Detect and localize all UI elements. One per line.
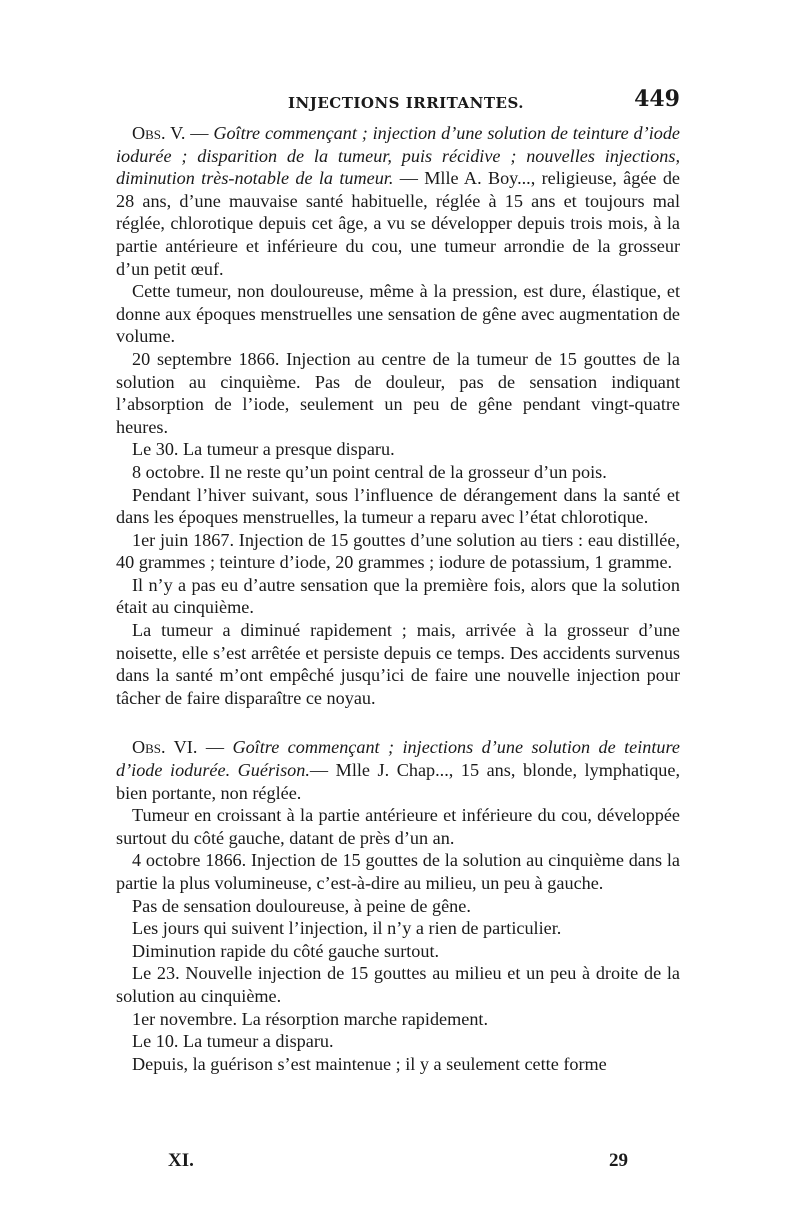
observation-6-paragraph: Pas de sensation douloureuse, à peine de gêne. — [132, 895, 471, 916]
observation-5-intro: — Mlle A. Boy..., religieuse, âgée de 28 ans, d’une mauvaise santé habituelle, réglée à 15 ans et toujours mal réglée, chlorotique depuis cet âge, a vu se développer depuis trois mois, à la partie antérieure et inférieure du cou, une tumeur arrondie de la grosseur d’un petit œuf. — [116, 168, 680, 279]
sheet-number: 29 — [609, 1150, 628, 1171]
observation-5-title: Goître commençant ; injection d’une solution de teinture d’iode iodurée ; disparition de la tumeur, puis récidive ; nouvelles injections, diminution très-notable de la tumeur. — [116, 123, 681, 189]
observation-6-paragraph: Tumeur en croissant à la partie antérieure et inférieure du cou, développée surtout du côté gauche, datant de près d’un an. — [116, 805, 680, 848]
observation-5-paragraph: Il n’y a pas eu d’autre sensation que la première fois, alors que la solution était au cinquième. — [116, 574, 680, 618]
observation-5-paragraph: Le 30. La tumeur a presque disparu. — [132, 439, 395, 460]
page-number: 449 — [634, 86, 680, 112]
running-title: INJECTIONS IRRITANTES. — [288, 94, 524, 112]
observation-5-label: Obs. V. — [132, 123, 186, 143]
observation-6-opening — [116, 736, 680, 804]
observation-5-paragraph: Cette tumeur, non douloureuse, même à la pression, est dure, élastique, et donne aux époques menstruelles une sensation de gêne avec augmentation de volume. — [116, 281, 680, 347]
observation-5-opening — [116, 122, 680, 280]
observation-6-dash: — — [197, 737, 233, 758]
observation-6-paragraph: Les jours qui suivent l’injection, il n’y a rien de particulier. — [132, 918, 562, 939]
observation-5-paragraph: 1er juin 1867. Injection de 15 gouttes d’une solution au tiers : eau distillée, 40 grammes ; teinture d’iode, 20 grammes ; iodure de potassium, 1 gramme. — [116, 529, 680, 573]
observation-6-intro: — Mlle J. Chap..., 15 ans, blonde, lymphatique, bien portante, non réglée. — [116, 760, 681, 803]
observation-6-label: Obs. VI. — [132, 737, 198, 758]
observation-5-paragraph: 8 octobre. Il ne reste qu’un point central de la grosseur d’un pois. — [132, 461, 607, 482]
observation-6-paragraph: 4 octobre 1866. Injection de 15 gouttes de la solution au cinquième dans la partie la plus volumineuse, c’est-à-dire au milieu, un peu à gauche. — [116, 850, 680, 893]
page-footer — [168, 1150, 628, 1180]
observation-6-paragraph: Le 10. La tumeur a disparu. — [132, 1031, 334, 1052]
page-header — [118, 86, 680, 122]
observation-5-paragraph: La tumeur a diminué rapidement ; mais, arrivée à la grosseur d’une noisette, elle s’est arrêtée et persiste depuis ce temps. Des accidents survenus dans la santé m’ont empêché jusqu’ici de faire une nouvelle injection pour tâcher de faire disparaître ce noyau. — [116, 620, 680, 708]
observation-5-paragraph: 20 septembre 1866. Injection au centre de la tumeur de 15 gouttes de la solution au cinquième. Pas de douleur, pas de sensation indiquant l’absorption de l’iode, seulement un peu de gêne pendant vingt-quatre heures. — [116, 348, 680, 437]
page-body — [116, 122, 680, 1075]
observation-6-title: Goître commençant ; injections d’une solution de teinture d’iode iodurée. Guérison. — [116, 737, 680, 781]
observation-6-paragraph: Le 23. Nouvelle injection de 15 gouttes au milieu et un peu à droite de la solution au cinquième. — [116, 963, 680, 1006]
signature-mark: XI. — [168, 1150, 194, 1171]
observation-6-paragraph: Diminution rapide du côté gauche surtout. — [132, 940, 440, 961]
observation-5-paragraph: Pendant l’hiver suivant, sous l’influence de dérangement dans la santé et dans les époques menstruelles, la tumeur a reparu avec l’état chlorotique. — [116, 484, 680, 528]
section-spacer — [116, 709, 680, 736]
observation-6-paragraph: 1er novembre. La résorption marche rapidement. — [132, 1008, 489, 1029]
observation-5-dash: — — [185, 123, 214, 143]
observation-6-paragraph: Depuis, la guérison s’est maintenue ; il y a seulement cette forme — [132, 1053, 607, 1074]
